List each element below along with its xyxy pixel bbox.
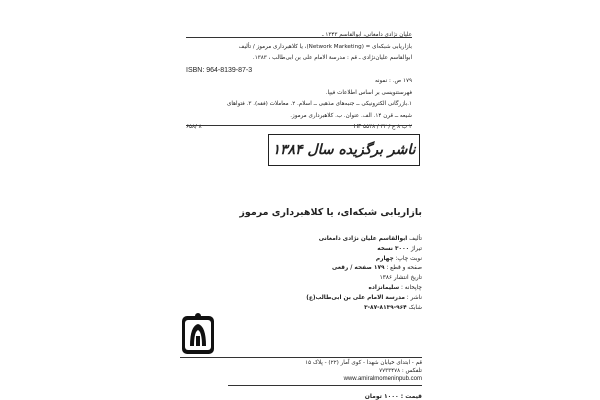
detail-edition: نوبت چاپ: چهارم	[375, 255, 422, 262]
cip-dewey: ۶۵۸/ ۸	[186, 124, 202, 130]
address-phone: تلفکس : ۷۷۳۳۴۷۸	[379, 367, 422, 374]
detail-isbn: شابک ۹۶۴-۸۱۳۹-۸۷-۳	[364, 304, 422, 311]
publisher-logo-icon	[180, 312, 216, 356]
detail-author: تألیف ابوالقاسم علیان نژادی دامغانی	[318, 236, 422, 242]
cip-note-line: فهرستنویسی بر اساس اطلاعات فیپا.	[325, 89, 412, 96]
cip-isbn: ISBN: 964-8139-87-3	[186, 66, 253, 74]
award-banner-text: ناشر برگزیده سال ۱۳۸۴	[272, 142, 416, 158]
cip-call-numbers	[186, 122, 412, 134]
publisher-website: www.amiralmomeninpub.com	[343, 375, 422, 382]
cip-pages-line: ۱۷۹ ص. : نمونه	[374, 78, 412, 84]
detail-print-run: تیراژ ۳۰۰۰ نسخه	[377, 245, 422, 252]
cip-top-rule	[186, 37, 412, 38]
cip-subjects-line: ۱.بازرگانی الکترونیکی ــ جنبه‌های مذهبی ــ اسلام. ۲. معاملات (فقه). ۳. فتواهای	[227, 101, 412, 107]
cip-subjects-line-2: شیعه ــ قرن ۱۴. الف. عنوان. ب. کلاهبرداری مرموز.	[290, 112, 412, 119]
cip-title-line: بازاریابی شبکه‌ای = (Network Marketing)، یا کلاهبرداری مرموز / تألیف	[238, 43, 412, 50]
detail-publication-date: تاریخ انتشار ۱۳۸۶	[379, 275, 422, 282]
price-rule	[228, 385, 422, 386]
detail-printing-house: چاپخانه : سلیمانزاده	[368, 284, 422, 291]
detail-publisher: ناشر : مدرسة الامام علی بن ابی‌طالب(ع)	[306, 294, 422, 301]
cip-lc-call-number: ۲ ب ۸ ع / ۳۲ / ۵۵۴۸ HF	[353, 124, 412, 130]
publication-details	[206, 235, 422, 313]
detail-pages-format: صفحه و قطع : ۱۷۹ صفحه / رقعی	[332, 265, 422, 272]
cip-imprint-line: ابوالقاسم علیان‌نژادی ـ قم : مدرسة الامام علی بن ابی‌طالب ، ۱۳۸۳.	[252, 55, 412, 61]
cataloging-in-publication-block	[186, 30, 412, 134]
book-title: بازاریابی شبکه‌ای، یا کلاهبرداری مرموز	[239, 207, 422, 218]
cip-bottom-rule	[186, 125, 412, 126]
publisher-address	[228, 360, 422, 383]
address-top-rule	[180, 357, 422, 358]
cip-author-line: علیان نژادی دامغانی، ابوالقاسم ۱۳۴۳ ـ	[322, 32, 412, 38]
award-banner	[268, 134, 420, 166]
price: قیمت : ۱۰۰۰ تومان	[364, 393, 422, 400]
address-line: قم - ابتدای خیابان شهدا - کوی آمار (۲۲) - پلاک ۱۵	[305, 360, 422, 366]
